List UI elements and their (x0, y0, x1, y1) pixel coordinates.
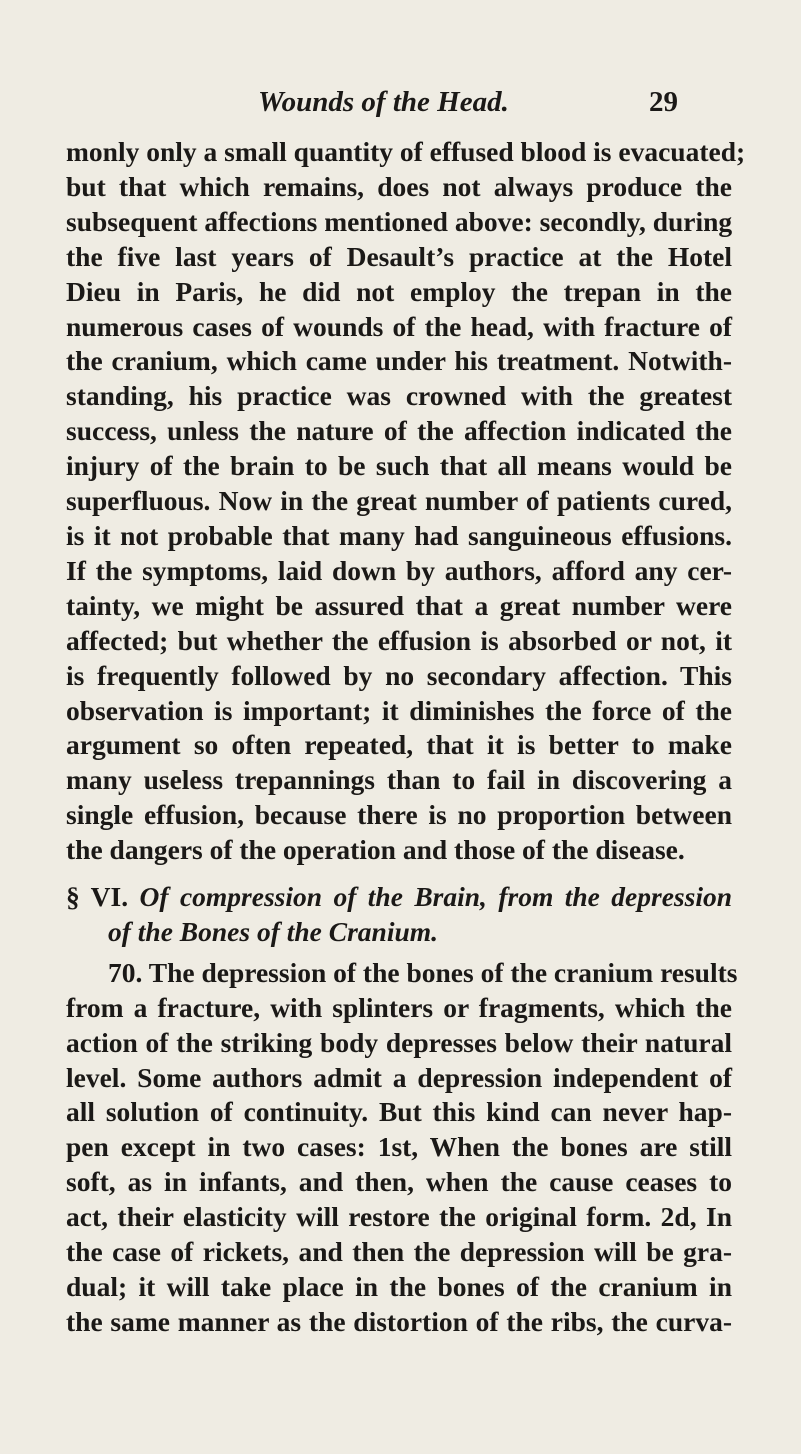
text-line: monly only a small quantity of effused blood is evacuated; (66, 136, 746, 167)
text-line: is frequently followed by no secondary affection. This (66, 659, 732, 691)
text-line: the dangers of the operation and those of the disease. (66, 834, 685, 866)
text-line: superfluous. Now in the great number of patients cured, (66, 485, 732, 517)
body-text (66, 135, 746, 1340)
text-line: standing, his practice was crowned with the greatest (66, 380, 732, 412)
section-heading-line-1 (66, 880, 732, 915)
section-title-part-1: Of compression of the Brain, from the depression (139, 881, 733, 913)
text-line: observation is important; it diminishes the force of the (66, 694, 732, 726)
text-line: success, unless the nature of the affection indicated the (66, 415, 732, 447)
running-title: Wounds of the Head. (258, 86, 509, 118)
text-line: all solution of continuity. But this kind can never hap- (66, 1096, 732, 1128)
text-line: from a fracture, with splinters or fragments, which the (66, 991, 732, 1023)
text-line: Dieu in Paris, he did not employ the trepan in the (66, 275, 732, 307)
running-head (258, 86, 678, 126)
text-line: many useless trepannings than to fail in discovering a (66, 764, 732, 796)
text-line: the same manner as the distortion of the ribs, the curva- (66, 1305, 732, 1337)
text-line: injury of the brain to be such that all means would be (66, 450, 732, 482)
text-line: dual; it will take place in the bones of the cranium in (66, 1271, 732, 1302)
text-line: act, their elasticity will restore the original form. 2d, In (66, 1201, 732, 1233)
text-line: 70. The depression of the bones of the cranium results (108, 956, 738, 988)
text-line: the case of rickets, and then the depression will be gra- (66, 1236, 732, 1268)
section-heading (66, 880, 732, 950)
text-line: tainty, we might be assured that a great number were (66, 589, 732, 621)
text-line: soft, as in infants, and then, when the cause ceases to (66, 1166, 732, 1198)
text-line: numerous cases of wounds of the head, with fracture of (66, 310, 732, 342)
text-line: the five last years of Desault’s practice at the Hotel (66, 240, 732, 272)
page-number: 29 (649, 86, 678, 118)
paragraph-desault (66, 135, 746, 868)
text-line: If the symptoms, laid down by authors, afford any cer- (66, 554, 732, 586)
text-line: action of the striking body depresses below their natural (66, 1026, 732, 1058)
text-line: subsequent affections mentioned above: secondly, during (66, 205, 733, 237)
text-line: argument so often repeated, that it is better to make (66, 729, 732, 761)
text-line: level. Some authors admit a depression independent of (66, 1061, 732, 1093)
text-line: is it not probable that many had sanguineous effusions. (66, 519, 732, 551)
text-line: but that which remains, does not always produce the (66, 170, 732, 202)
paragraph-70 (66, 956, 738, 1340)
section-mark: § VI. (66, 881, 129, 913)
text-line: pen except in two cases: 1st, When the bones are still (66, 1131, 732, 1163)
text-line: affected; but whether the effusion is absorbed or not, it (66, 624, 732, 656)
text-line: single effusion, because there is no proportion between (66, 799, 732, 831)
text-line: the cranium, which came under his treatment. Notwith- (66, 345, 732, 377)
section-title-part-2: of the Bones of the Cranium. (108, 915, 439, 947)
